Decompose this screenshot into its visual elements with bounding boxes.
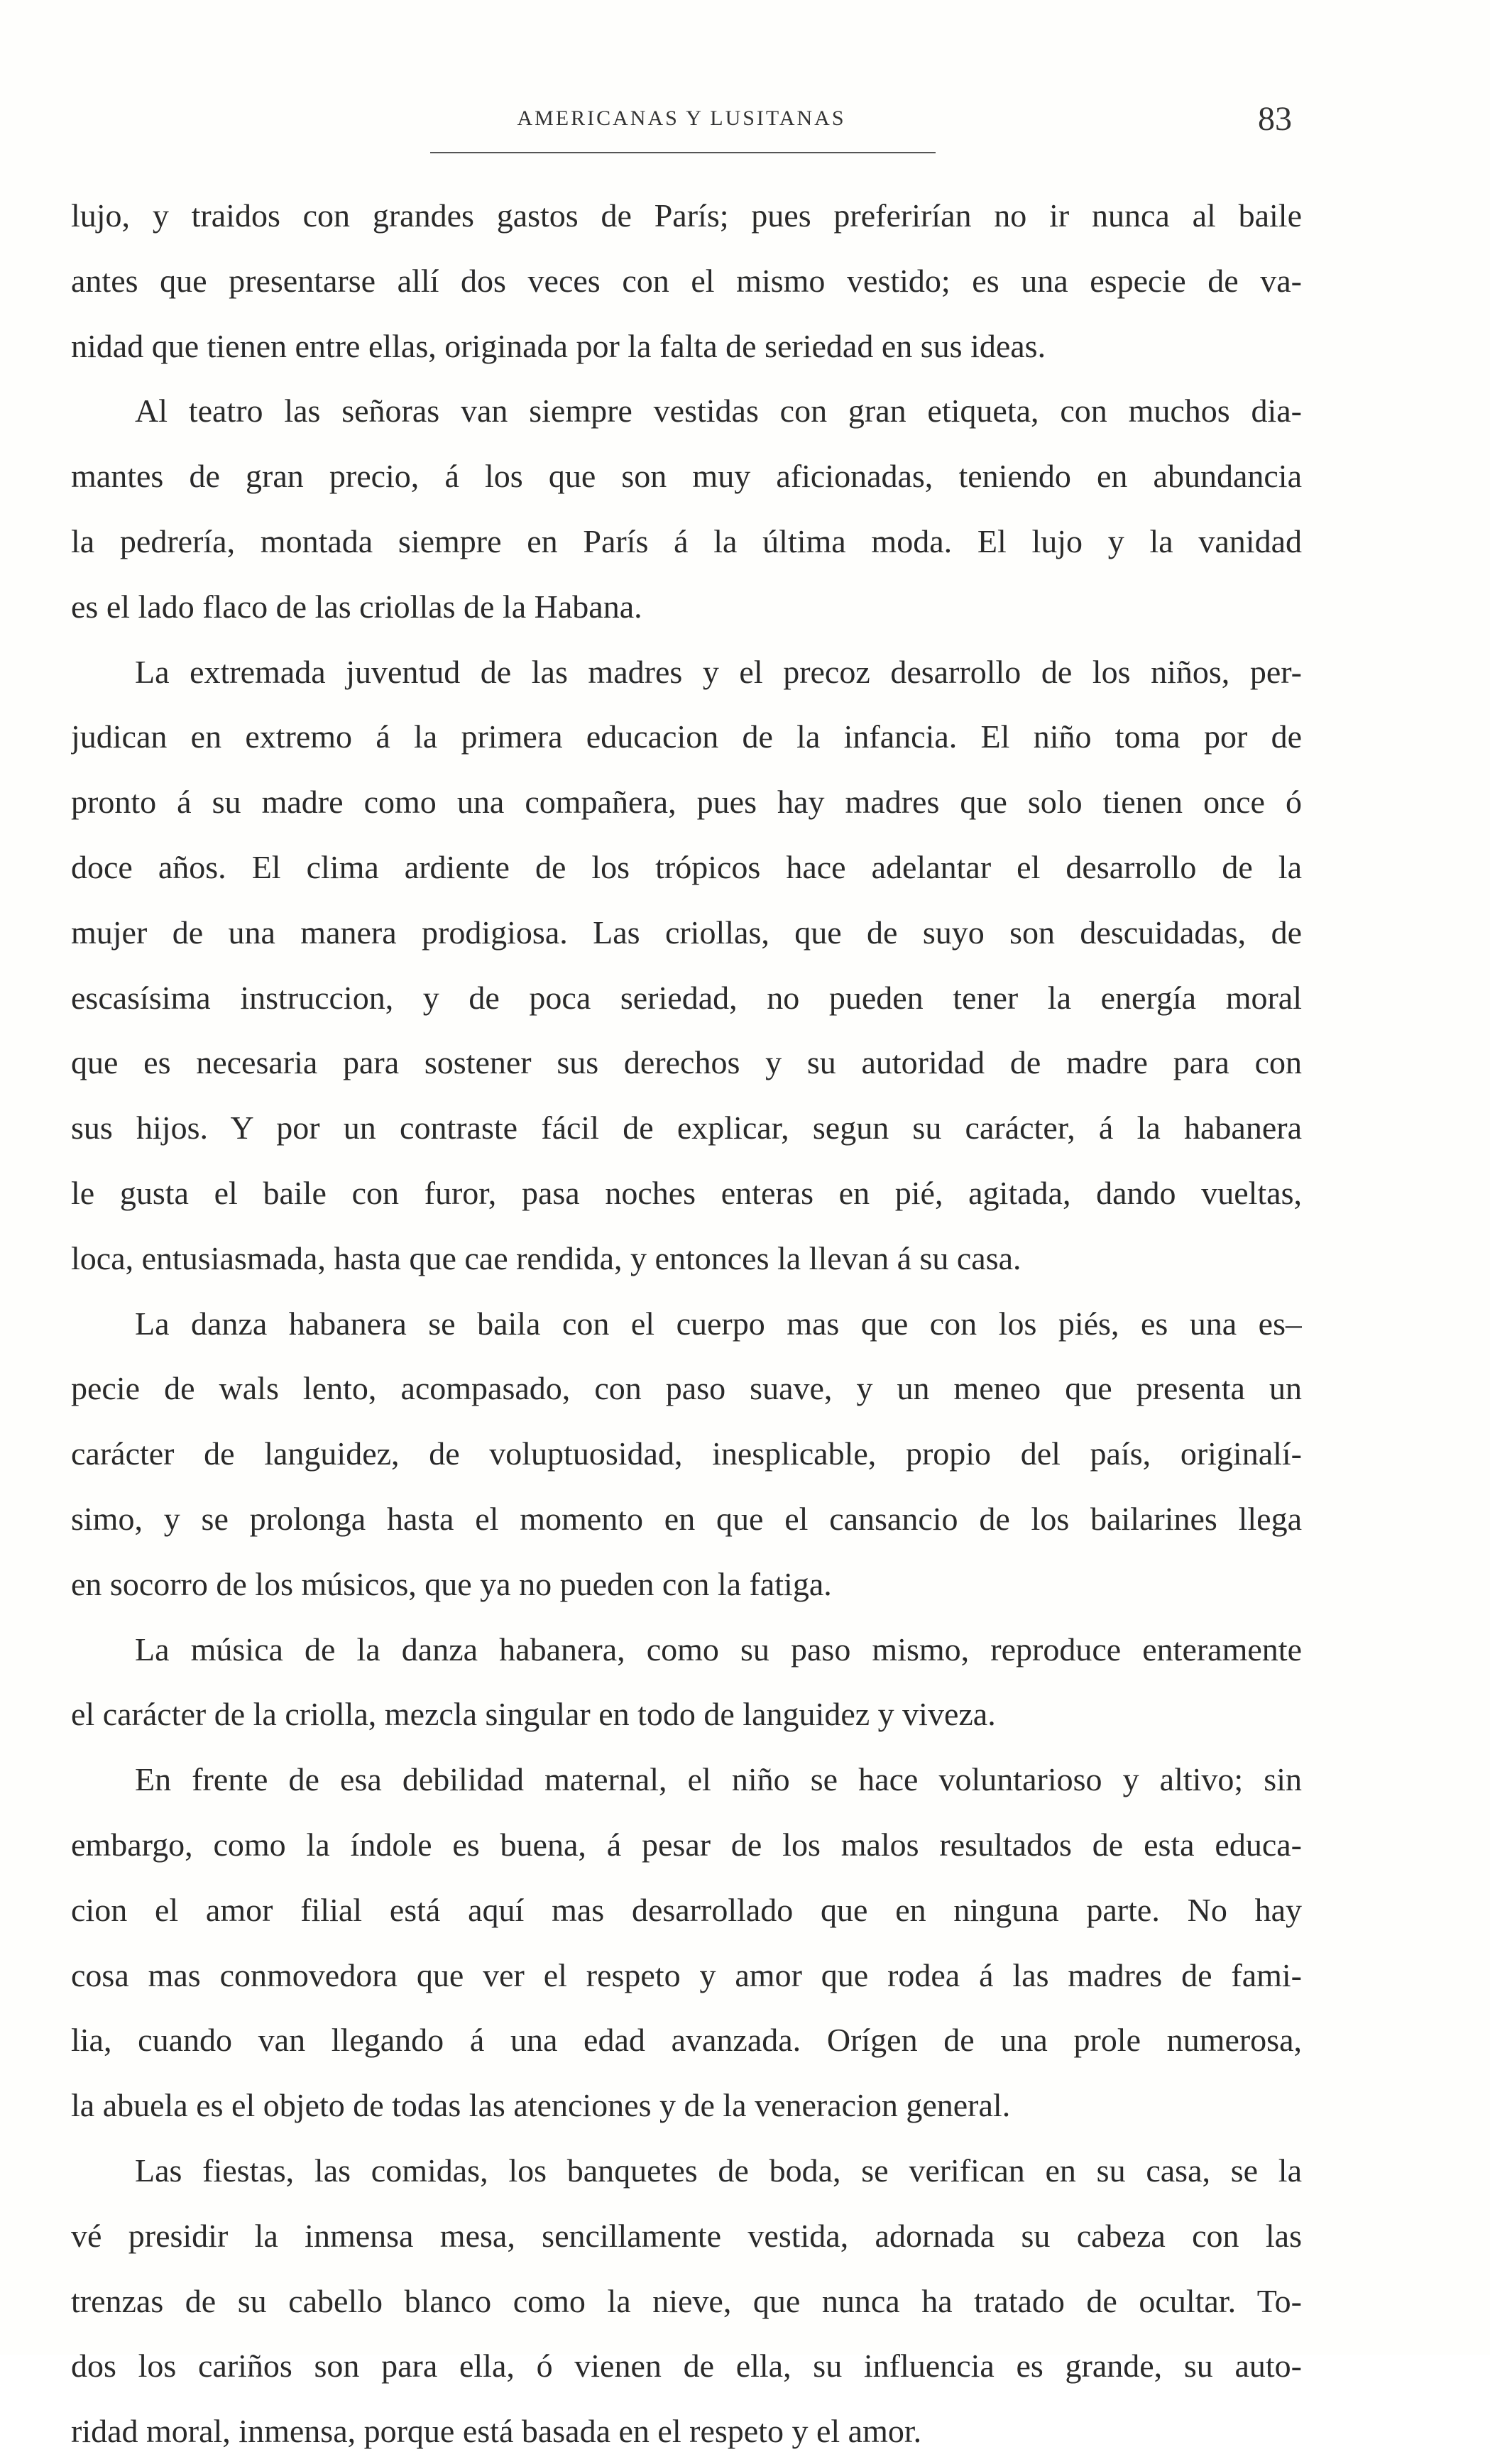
text-line: mujer de una manera prodigiosa. Las criollas, que de suyo son descuidadas, de [71,914,1302,951]
text-line: doce años. El clima ardiente de los trópicos hace adelantar el desarrollo de la [71,848,1302,885]
text-line: vé presidir la inmensa mesa, sencillamente vestida, adornada su cabeza con las [71,2217,1302,2254]
text-line: pronto á su madre como una compañera, pues hay madres que solo tienen once ó [71,784,1302,821]
text-line: le gusta el baile con furor, pasa noches enteras en pié, agitada, dando vueltas, [71,1174,1302,1211]
text-line: La música de la danza habanera, como su paso mismo, reproduce enteramente [135,1631,1302,1668]
text-line: escasísima instruccion, y de poca seriedad, no pueden tener la energía moral [71,979,1302,1016]
text-line: en socorro de los músicos, que ya no pueden con la fatiga. [71,1565,832,1602]
text-line: trenzas de su cabello blanco como la nieve, que nunca ha tratado de ocultar. To- [71,2282,1302,2319]
text-line: En frente de esa debilidad maternal, el niño se hace voluntarioso y altivo; sin [135,1761,1302,1798]
text-line: la abuela es el objeto de todas las atenciones y de la veneracion general. [71,2087,1011,2124]
text-line: La extremada juventud de las madres y el precoz desarrollo de los niños, per- [135,653,1302,690]
text-line: Al teatro las señoras van siempre vestidas con gran etiqueta, con muchos dia- [135,393,1302,429]
text-line: cion el amor filial está aquí mas desarrollado que en ninguna parte. No hay [71,1891,1302,1928]
text-line: simo, y se prolonga hasta el momento en que el cansancio de los bailarines llega [71,1500,1302,1537]
text-line: lia, cuando van llegando á una edad avanzada. Orígen de una prole numerosa, [71,2022,1302,2059]
text-line: mantes de gran precio, á los que son muy aficionadas, teniendo en abundancia [71,458,1302,495]
text-line: antes que presentarse allí dos veces con el mismo vestido; es una especie de va- [71,262,1302,299]
page-number: 83 [1258,100,1292,138]
text-line: carácter de languidez, de voluptuosidad, inesplicable, propio del país, originalí- [71,1435,1302,1472]
text-line: sus hijos. Y por un contraste fácil de explicar, segun su carácter, á la habanera [71,1110,1302,1146]
text-line: es el lado flaco de las criollas de la Habana. [71,588,642,625]
text-line: Las fiestas, las comidas, los banquetes de boda, se verifican en su casa, se la [135,2152,1302,2189]
text-line: la pedrería, montada siempre en París á la última moda. El lujo y la vanidad [71,522,1302,559]
text-line: judican en extremo á la primera educacion de la infancia. El niño toma por de [71,718,1302,755]
body-text [71,183,1302,2464]
text-line: que es necesaria para sostener sus derechos y su autoridad de madre para con [71,1044,1302,1081]
header-rule [430,152,936,153]
text-line: pecie de wals lento, acompasado, con paso suave, y un meneo que presenta un [71,1370,1302,1407]
text-line: cosa mas conmovedora que ver el respeto y amor que rodea á las madres de fami- [71,1956,1302,1993]
text-line: dos los cariños son para ella, ó vienen de ella, su influencia es grande, su auto- [71,2348,1302,2384]
text-line: el carácter de la criolla, mezcla singular en todo de languidez y viveza. [71,1696,996,1733]
running-title: AMERICANAS Y LUSITANAS [517,106,846,130]
text-line: loca, entusiasmada, hasta que cae rendida, y entonces la llevan á su casa. [71,1239,1021,1276]
text-line: ridad moral, inmensa, porque está basada en el respeto y el amor. [71,2413,922,2450]
text-line: nidad que tienen entre ellas, originada por la falta de seriedad en sus ideas. [71,327,1046,364]
text-line: La danza habanera se baila con el cuerpo mas que con los piés, es una es– [135,1305,1302,1342]
text-line: embargo, como la índole es buena, á pesar de los malos resultados de esta educa- [71,1826,1302,1863]
text-line: lujo, y traidos con grandes gastos de París; pues preferirían no ir nunca al baile [71,197,1302,234]
